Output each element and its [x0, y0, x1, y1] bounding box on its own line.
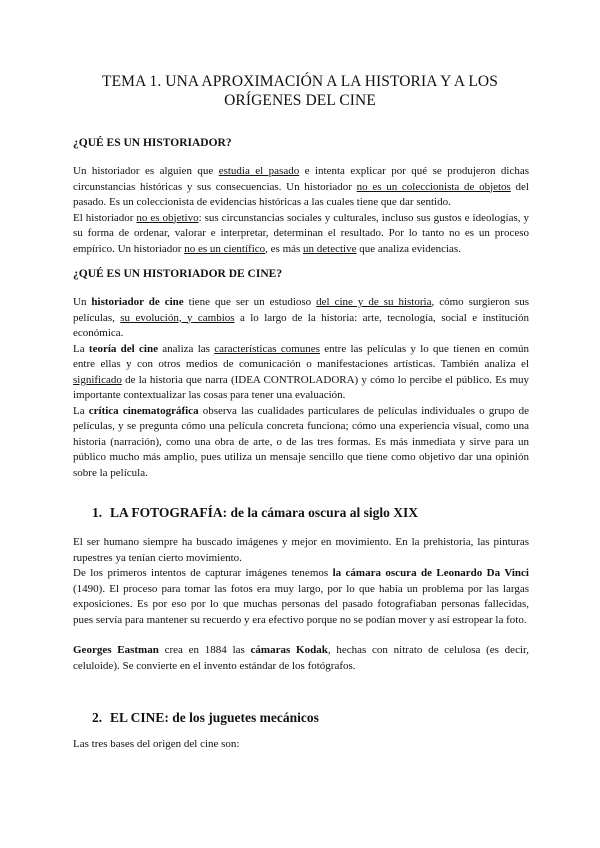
- title-line-2: ORÍGENES DEL CINE: [224, 92, 376, 109]
- paragraph: Un historiador es alguien que estudia el pasado e intenta explicar por qué se produjeron dichas circunstancias históricas y sus consecuencias. Un historiador no es un coleccionista de objetos del pasado. Es un coleccionista de evidencias históricas a las cuales tiene que dar sentido.: [73, 165, 529, 208]
- section-historiador-body: [73, 164, 529, 257]
- title-line-1: TEMA 1. UNA APROXIMACIÓN A LA HISTORIA Y A LOS: [102, 73, 498, 90]
- underlined-phrase: significado: [73, 373, 122, 386]
- underlined-phrase: estudia el pasado: [218, 165, 300, 177]
- heading-que-es-historiador-cine: ¿QUÉ ES UN HISTORIADOR DE CINE?: [73, 268, 283, 280]
- section-fotografia-body: [73, 535, 529, 674]
- heading-que-es-historiador: ¿QUÉ ES UN HISTORIADOR?: [73, 137, 232, 149]
- underlined-phrase: un detective: [303, 242, 357, 255]
- section-historiador-cine-body: [73, 295, 529, 481]
- underlined-phrase: no es un coleccionista de objetos: [356, 180, 511, 193]
- document-title: [95, 72, 505, 110]
- underlined-phrase: del cine y de su historia: [316, 296, 432, 308]
- section-cine-body: [73, 737, 529, 753]
- heading-fotografia: 1. LA FOTOGRAFÍA: de la cámara oscura al siglo XIX: [92, 505, 418, 520]
- paragraph: La crítica cinematográfica observa las cualidades particulares de películas individuales o grupo de películas, y se pregunta cómo una película concreta funciona; cómo una experiencia visual, como una historia (narración), como una obra de arte, o de las tres formas. Es más inmediata y sirve para un público mucho más amplio, pues utiliza un mensaje sencillo que tiene como objetivo dar una opinión sobre la película.: [73, 404, 529, 479]
- underlined-phrase: no es un científico: [184, 242, 266, 255]
- paragraph: El historiador no es objetivo: sus circunstancias sociales y culturales, incluso sus gustos e ideologías, y su forma de ordenar, valorar e interpretar, determinan el resultado. Por lo tanto no es un proceso empírico. Un historiador no es un científico, es más un detective que analiza evidencias.: [73, 211, 529, 255]
- paragraph: Un historiador de cine tiene que ser un estudioso del cine y de su historia, cómo surgieron sus películas, su evolución, y cambios a lo largo de la historia: arte, tecnología, social e institución económica.: [73, 296, 529, 339]
- paragraph: Las tres bases del origen del cine son:: [73, 738, 240, 750]
- paragraph: De los primeros intentos de capturar imágenes tenemos la cámara oscura de Leonardo Da Vinci (1490). El proceso para tomar las fotos era muy largo, por lo que había un problema por las largas exposiciones. Es por eso por lo que muchas personas del pasado fotografiaban personas fallecidas, pues servía para mantener su recuerdo y era efectivo porque no se podían mover y así estropear la foto.: [73, 567, 529, 626]
- paragraph: Georges Eastman crea en 1884 las cámaras Kodak, hechas con nitrato de celulosa (es decir, celuloide). Se convierte en el invento estándar de los fotógrafos.: [73, 644, 529, 672]
- paragraph: El ser humano siempre ha buscado imágenes y mejor en movimiento. En la prehistoria, las pinturas rupestres ya tenían cierto movimiento.: [73, 536, 529, 564]
- underlined-phrase: no es objetivo: [136, 211, 199, 224]
- paragraph: La teoría del cine analiza las características comunes entre las películas y lo que tienen en común entre ellas y con otros medios de comunicación o manifestaciones artísticas. También analiza el significado de la historia que narra (IDEA CONTROLADORA) y cómo lo percibe el público. Es muy importante contextualizar las cosas para tener una evaluación.: [73, 342, 530, 401]
- heading-el-cine: 2. EL CINE: de los juguetes mecánicos: [92, 710, 319, 725]
- underlined-phrase: características comunes: [214, 342, 320, 355]
- underlined-phrase: su evolución, y cambios: [120, 311, 235, 324]
